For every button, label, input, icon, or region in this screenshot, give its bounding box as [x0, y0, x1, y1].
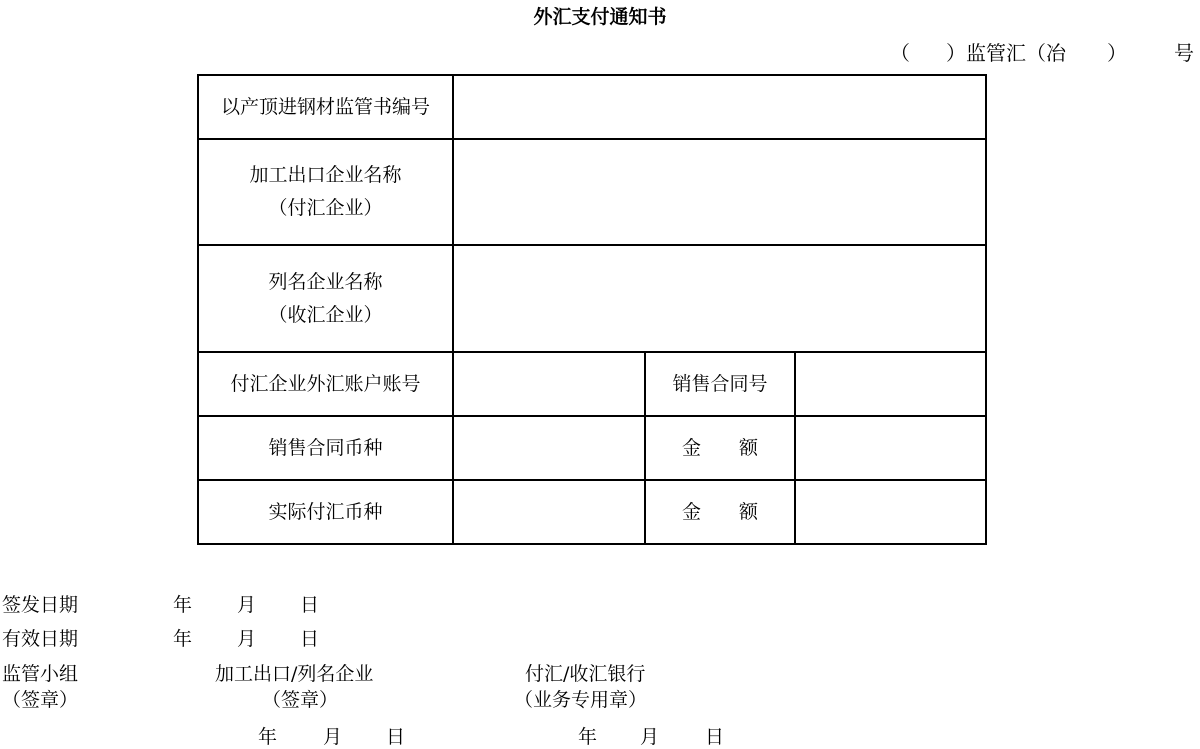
actual-amount-value[interactable]	[795, 480, 986, 544]
bank-label: 付汇/收汇银行	[525, 663, 646, 685]
export-enterprise-label	[198, 139, 453, 245]
supervision-group-label: 监管小组	[2, 663, 79, 685]
bank-sign-month: 月	[640, 726, 660, 748]
payment-notice-form	[197, 74, 987, 545]
fx-account-value[interactable]	[453, 352, 645, 416]
reference-close-paren: ）	[1107, 41, 1127, 65]
contract-amount-label: 金 额	[645, 416, 795, 480]
listed-enterprise-label-line2: （收汇企业）	[268, 303, 383, 326]
form-row-supervision-number	[198, 75, 986, 139]
form-row-account	[198, 352, 986, 416]
sales-contract-number-label: 销售合同号	[645, 352, 795, 416]
listed-enterprise-label	[198, 245, 453, 352]
listed-enterprise-value[interactable]	[453, 245, 986, 352]
valid-date-label: 有效日期	[2, 628, 79, 650]
supervision-number-value[interactable]	[453, 75, 986, 139]
sales-contract-number-value[interactable]	[795, 352, 986, 416]
actual-amount-label: 金 额	[645, 480, 795, 544]
supervision-group-seal-label: （签章）	[2, 689, 79, 711]
reference-label: ）监管汇（冶	[946, 41, 1066, 65]
valid-date-day: 日	[300, 628, 320, 650]
issue-date-day: 日	[300, 594, 320, 616]
reference-number-suffix: 号	[1174, 41, 1194, 65]
issue-date-year: 年	[173, 594, 193, 616]
enterprise-seal-label: （签章）	[262, 689, 339, 711]
reference-open-paren: （	[890, 41, 910, 65]
enterprise-label: 加工出口/列名企业	[215, 663, 374, 685]
valid-date-month: 月	[237, 628, 257, 650]
bank-sign-day: 日	[705, 726, 725, 748]
bank-seal-label: （业务专用章）	[514, 689, 648, 711]
issue-date-label: 签发日期	[2, 594, 79, 616]
form-row-listed-enterprise	[198, 245, 986, 352]
form-row-actual-currency	[198, 480, 986, 544]
contract-currency-label: 销售合同币种	[198, 416, 453, 480]
export-enterprise-label-line1: 加工出口企业名称	[249, 164, 402, 186]
form-row-export-enterprise	[198, 139, 986, 245]
enterprise-sign-month: 月	[323, 726, 343, 748]
valid-date-year: 年	[173, 628, 193, 650]
document-title: 外汇支付通知书	[533, 6, 667, 28]
fx-account-label: 付汇企业外汇账户账号	[198, 352, 453, 416]
listed-enterprise-label-line1: 列名企业名称	[268, 270, 383, 293]
export-enterprise-value[interactable]	[453, 139, 986, 245]
actual-currency-label: 实际付汇币种	[198, 480, 453, 544]
export-enterprise-label-line2: （付汇企业）	[268, 197, 383, 219]
bank-sign-year: 年	[578, 726, 598, 748]
issue-date-month: 月	[237, 594, 257, 616]
contract-amount-value[interactable]	[795, 416, 986, 480]
supervision-number-label: 以产顶进钢材监管书编号	[198, 75, 453, 139]
enterprise-sign-day: 日	[386, 726, 406, 748]
actual-currency-value[interactable]	[453, 480, 645, 544]
form-row-contract-currency	[198, 416, 986, 480]
contract-currency-value[interactable]	[453, 416, 645, 480]
enterprise-sign-year: 年	[258, 726, 278, 748]
